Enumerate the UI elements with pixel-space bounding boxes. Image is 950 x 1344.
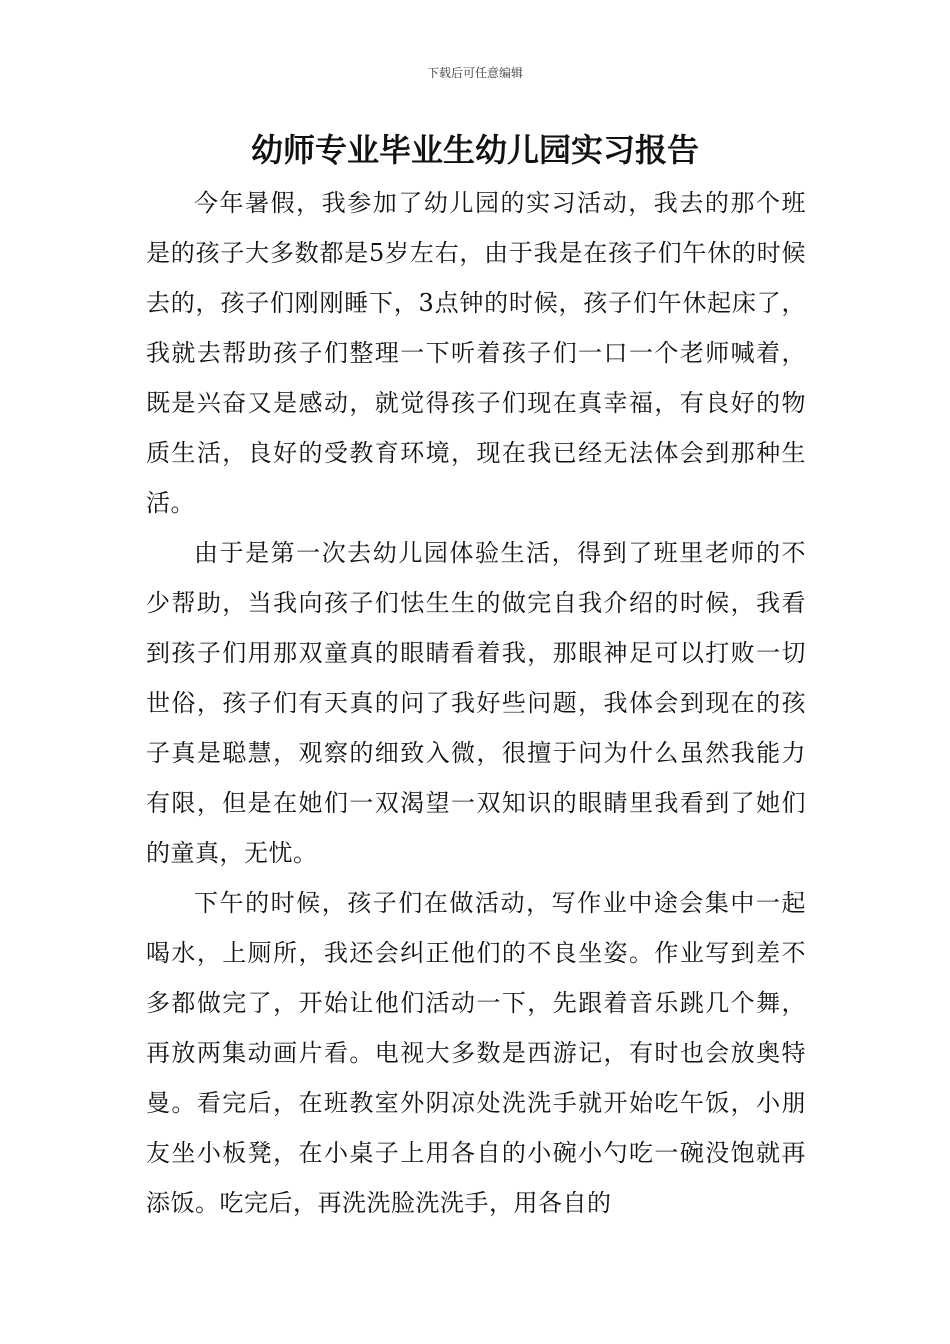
paragraph-2: 由于是第一次去幼儿园体验生活，得到了班里老师的不少帮助，当我向孩子们怯生生的做完自我介绍的时候，我看到孩子们用那双童真的眼睛看着我，那眼神足可以打败一切世俗，孩子们有天真的问了我好些问题，我体会到现在的孩子真是聪慧，观察的细致入微，很擅于问为什么虽然我能力有限，但是在她们一双渴望一双知识的眼睛里我看到了她们的童真，无忧。 [146,539,806,867]
document-body [146,178,806,1228]
document-title: 幼师专业毕业生幼儿园实习报告 [250,131,699,169]
paragraph-1: 今年暑假，我参加了幼儿园的实习活动，我去的那个班是的孩子大多数都是5岁左右，由于我是在孩子们午休的时候去的，孩子们刚刚睡下，3点钟的时候，孩子们午休起床了，我就去帮助孩子们整理一下听着孩子们一口一个老师喊着，既是兴奋又是感动，就觉得孩子们现在真幸福，有良好的物质生活，良好的受教育环境，现在我已经无法体会到那种生活。 [146,189,806,517]
header-note: 下载后可任意编辑 [426,66,523,80]
paragraph-3: 下午的时候，孩子们在做活动，写作业中途会集中一起喝水，上厕所，我还会纠正他们的不良坐姿。作业写到差不多都做完了，开始让他们活动一下，先跟着音乐跳几个舞，再放两集动画片看。电视大多数是西游记，有时也会放奥特曼。看完后，在班教室外阴凉处洗洗手就开始吃午饭，小朋友坐小板凳，在小桌子上用各自的小碗小勺吃一碗没饱就再添饭。吃完后，再洗洗脸洗洗手，用各自的 [146,889,806,1217]
